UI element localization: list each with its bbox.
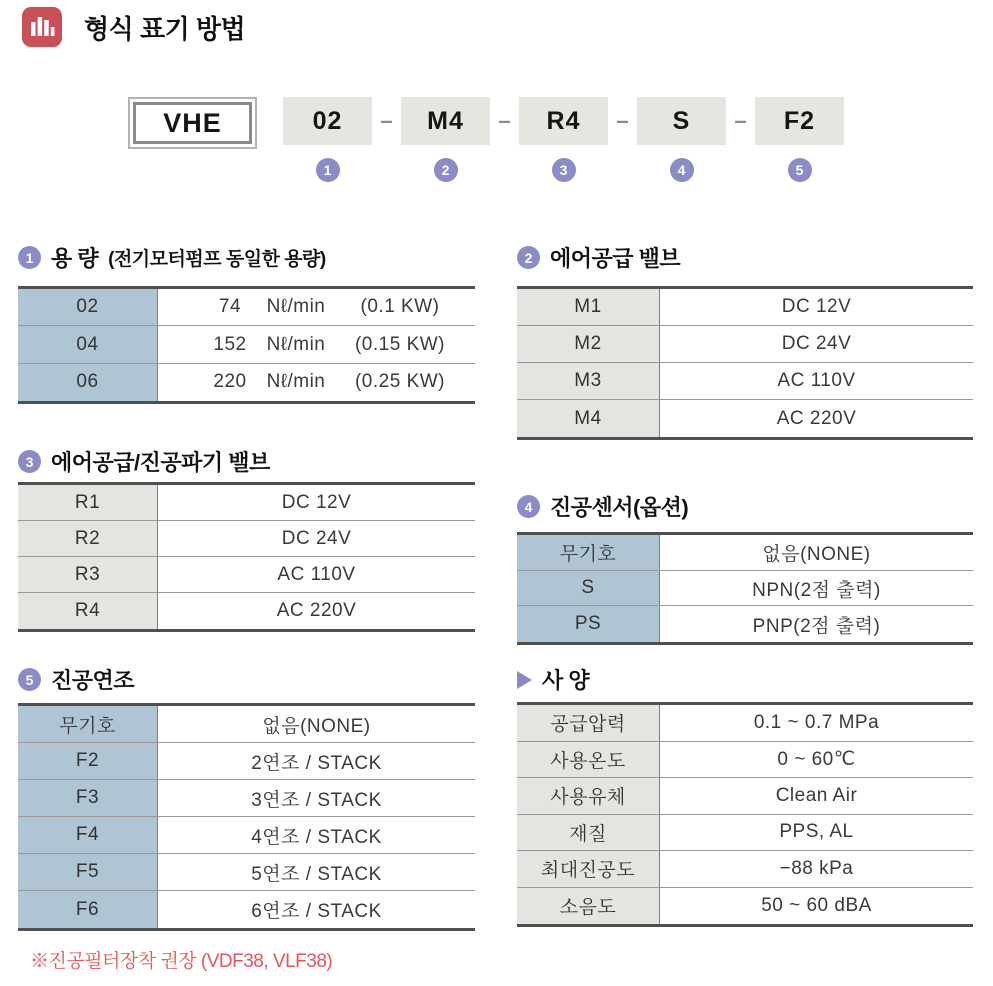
section-number-badge: 5 [18,668,41,691]
row-key-cell: 재질 [517,815,660,851]
section-title: 에어공급 밸브 [550,246,681,271]
row-key-cell: F3 [18,780,158,816]
section-number-badge: 2 [517,246,540,269]
segment-number-badge: 3 [552,158,576,182]
model-segment [283,97,372,182]
row-value-cell: 없음(NONE) [762,543,871,565]
section-heading-vacuum-sensor [517,491,688,522]
row-value-cell: PPS, AL [779,821,854,843]
row-value-cell: 5연조 / STACK [251,863,382,885]
section-title: 진공연조 [51,668,135,693]
table-row [18,817,475,854]
table-row [18,557,475,593]
capacity-table [18,286,475,404]
segment-code: R4 [519,97,608,145]
row-value-cell: DC 12V [781,296,852,317]
row-value-cell: DC 12V [281,491,352,513]
row-value-cell [158,364,475,401]
row-key-cell: R3 [18,557,158,592]
row-key-cell: 소음도 [517,888,660,925]
segment-number-badge: 5 [788,158,812,182]
table-row [18,521,475,557]
segment-code: S [637,97,726,145]
section-title: 에어공급/진공파기 밸브 [51,450,270,475]
table-row [517,705,973,742]
model-segment [755,97,844,182]
table-row [18,780,475,817]
table-row [18,743,475,780]
table-row [18,706,475,743]
row-value-cell [158,326,475,362]
section-title: 사 양 [542,668,590,693]
row-key-cell: R2 [18,521,158,556]
model-segment [401,97,490,182]
row-value-cell: Clean Air [775,784,858,806]
segment-code: 02 [283,97,372,145]
section-heading-air-supply-valve [517,242,680,273]
table-row [18,326,475,363]
row-value-cell: 50 ~ 60 dBA [761,894,872,916]
section-heading-air-vacuum-break-valve [18,446,270,477]
value-unit: Nℓ/min [266,296,326,318]
row-value-cell: 0 ~ 60℃ [777,748,856,770]
row-key-cell: F2 [18,743,158,779]
section-number-badge: 3 [18,450,41,473]
table-row [18,364,475,401]
vacuum-stack-table [18,703,475,931]
row-key-cell: 최대진공도 [517,851,660,887]
value-number: 74 [218,296,242,318]
page-header [22,7,245,47]
row-value-cell: AC 110V [777,370,856,391]
row-key-cell: 06 [18,364,158,401]
table-row [517,742,973,779]
table-row [517,571,973,607]
bar-chart-icon [22,7,62,47]
row-key-cell: R4 [18,593,158,629]
table-row [18,854,475,891]
segment-code: F2 [755,97,844,145]
model-prefix-box [128,97,257,149]
section-heading-specifications [517,664,589,695]
value-number: 152 [213,333,247,355]
segment-code: M4 [401,97,490,145]
table-row [517,606,973,642]
segment-number-badge: 1 [316,158,340,182]
row-value-cell: AC 110V [277,563,356,585]
table-row [517,851,973,888]
row-value-cell: DC 24V [281,527,352,549]
table-row [517,326,973,363]
table-row [517,363,973,400]
table-row [18,593,475,629]
row-value-cell: 없음(NONE) [262,715,371,737]
table-row [517,815,973,852]
value-power: (0.1 KW) [360,296,440,318]
row-value-cell: AC 220V [776,407,857,429]
row-key-cell: R1 [18,485,158,520]
row-key-cell: PS [517,606,660,642]
row-key-cell: 무기호 [517,535,660,570]
air-vacuum-break-valve-table [18,482,475,632]
row-key-cell: M2 [517,326,660,362]
value-unit: Nℓ/min [266,371,326,393]
row-value-cell: NPN(2점 출력) [752,579,881,601]
section-number-badge: 4 [517,495,540,518]
row-value-cell: DC 24V [781,333,852,354]
table-row [517,888,973,925]
footnote: ※진공필터장착 권장 (VDF38, VLF38) [30,951,333,972]
row-key-cell: M4 [517,400,660,437]
vacuum-sensor-table [517,532,973,645]
model-segment [637,97,726,182]
row-value-cell: −88 kPa [779,857,854,879]
row-key-cell: 공급압력 [517,705,660,741]
row-value-cell: AC 220V [276,600,357,621]
segment-separator: – [734,108,747,133]
row-key-cell: 사용온도 [517,742,660,778]
row-key-cell: M3 [517,363,660,399]
row-key-cell: 무기호 [18,706,158,742]
table-row [517,289,973,326]
row-key-cell: 04 [18,326,158,362]
row-key-cell: F6 [18,891,158,928]
table-row [517,535,973,571]
table-row [517,400,973,437]
row-value-cell: 6연조 / STACK [251,901,382,922]
row-value-cell: 2연조 / STACK [251,752,382,774]
segment-separator: – [616,108,629,133]
row-value-cell [158,289,475,325]
row-key-cell: M1 [517,289,660,325]
page-title: 형식 표기 방법 [84,13,246,44]
segment-number-badge: 2 [434,158,458,182]
section-heading-vacuum-stack [18,664,134,695]
row-value-cell: PNP(2점 출력) [752,615,881,637]
model-prefix: VHE [163,107,222,138]
row-value-cell: 3연조 / STACK [251,789,382,811]
table-row [18,485,475,521]
section-title: 진공센서(옵션) [550,495,689,520]
model-segment [519,97,608,182]
section-heading-capacity [18,242,326,273]
table-row [517,778,973,815]
section-subtitle: (전기모터펌프 동일한 용량) [108,249,326,270]
triangle-marker-icon [517,671,532,689]
segment-separator: – [380,108,393,133]
section-number-badge: 1 [18,246,41,269]
value-number: 220 [213,371,247,393]
table-row [18,289,475,326]
row-value-cell: 4연조 / STACK [251,826,382,848]
row-value-cell: 0.1 ~ 0.7 MPa [753,711,880,733]
row-key-cell: F5 [18,854,158,890]
row-key-cell: 02 [18,289,158,325]
model-code [128,97,844,182]
row-key-cell: F4 [18,817,158,853]
segment-number-badge: 4 [670,158,694,182]
row-key-cell: S [517,571,660,606]
segment-separator: – [498,108,511,133]
specifications-table [517,702,973,927]
value-power: (0.15 KW) [354,333,446,355]
row-key-cell: 사용유체 [517,778,660,814]
value-power: (0.25 KW) [354,371,446,393]
section-title: 용 량 [51,246,99,271]
value-unit: Nℓ/min [266,333,326,355]
air-supply-valve-table [517,286,973,440]
table-row [18,891,475,928]
